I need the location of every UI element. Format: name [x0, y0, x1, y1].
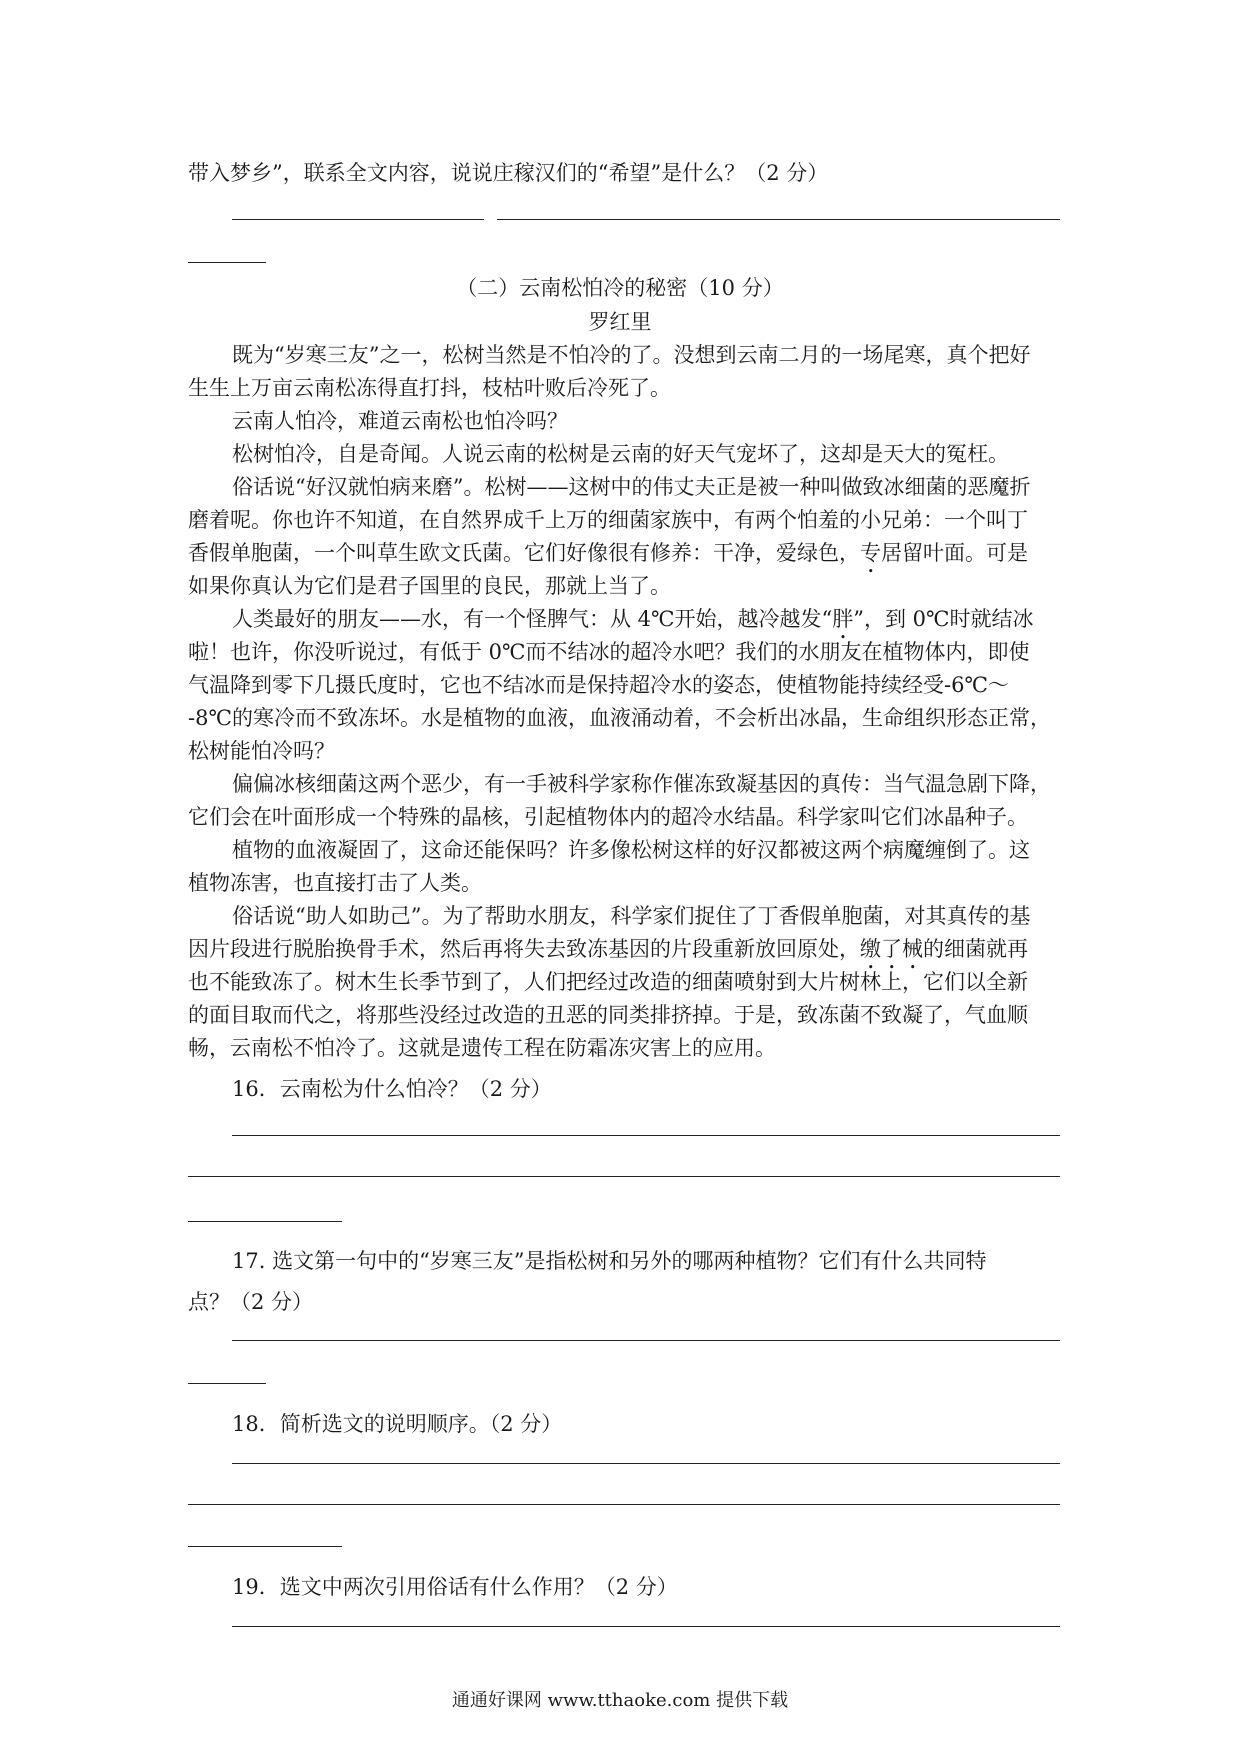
emphasized-word: 缴了械: [860, 937, 923, 961]
article-line: 啦！也许，你没听说过，有低于 0℃而不结冰的超冷水吧？我们的水朋友在植物体内，即使: [188, 640, 1030, 664]
answer-line[interactable]: [232, 1463, 1060, 1464]
article-line-part: 香假单胞菌，一个叫草生欧文氏菌。它们好像很有修养：干净，爱绿色，: [188, 541, 860, 565]
emphasized-word: 专: [860, 541, 881, 565]
article-line: 气温降到零下几摄氏度时，它也不结冰而是保持超冷水的姿态，使植物能持续经受-6℃～: [188, 673, 1009, 697]
answer-line: [188, 262, 266, 263]
answer-line[interactable]: [188, 1383, 266, 1384]
question-16: 16．云南松为什么怕冷？（2 分）: [232, 1077, 552, 1101]
answer-line[interactable]: [188, 1546, 342, 1547]
article-line: 也不能致冻了。树木生长季节到了，人们把经过改造的细菌喷射到大片树林上，它们以全新: [188, 970, 1028, 994]
article-line: 如果你真认为它们是君子国里的良民，那就上当了。: [188, 574, 671, 598]
article-line-part: 的细菌就再: [923, 937, 1028, 961]
article-line: 松树能怕冷吗？: [188, 739, 335, 763]
answer-line[interactable]: [188, 1504, 1060, 1505]
article-line: 植物的血液凝固了，这命还能保吗？许多像松树这样的好汉都被这两个病魔缠倒了。这: [232, 838, 1030, 862]
article-line: 云南人怕冷，难道云南松也怕冷吗？: [232, 409, 568, 433]
answer-line[interactable]: [232, 1626, 1060, 1627]
article-line-part: ”，到 0℃时就结冰: [853, 607, 1034, 631]
article-line: 的面目取而代之，将那些没经过改造的丑恶的同类排挤掉。于是，致冻菌不致凝了，气血顺: [188, 1003, 1028, 1027]
article-line: 植物冻害，也直接打击了人类。: [188, 871, 482, 895]
article-line: 它们会在叶面形成一个特殊的晶核，引起植物体内的超冷水结晶。科学家叫它们冰晶种子。: [188, 805, 1028, 829]
question-18: 18．简析选文的说明顺序。（2 分）: [232, 1412, 563, 1436]
article-line-part: 人类最好的朋友——水，有一个怪脾气：从 4℃开始，越冷越发“: [232, 607, 833, 631]
question-17-cont: 点？（2 分）: [188, 1290, 314, 1314]
article-line: 俗话说“好汉就怕病来磨”。松树——这树中的伟丈夫正是被一种叫做致冰细菌的恶魔折: [232, 475, 1031, 499]
article-title: （二）云南松怕冷的秘密（10 分）: [456, 276, 784, 300]
answer-line: [232, 219, 484, 220]
question-17: 17. 选文第一句中的“岁寒三友”是指松树和另外的哪两种植物？它们有什么共同特: [232, 1249, 987, 1273]
article-author: 罗红里: [588, 310, 652, 334]
article-line-part: 因片段进行脱胎换骨手术，然后再将失去致冻基因的片段重新放回原处，: [188, 937, 860, 961]
article-line: 松树怕冷，自是奇闻。人说云南的松树是云南的好天气宠坏了，这却是天大的冤枉。: [232, 442, 1009, 466]
answer-line[interactable]: [188, 1176, 1060, 1177]
emphasized-word: 胖: [832, 607, 854, 631]
article-line: 畅，云南松不怕冷了。这就是遗传工程在防霜冻灾害上的应用。: [188, 1036, 776, 1060]
article-line: 既为“岁寒三友”之一，松树当然是不怕冷的了。没想到云南二月的一场尾寒，真个把好: [232, 343, 1031, 367]
article-line: 生生上万亩云南松冻得直打抖，枝枯叶败后冷死了。: [188, 376, 671, 400]
answer-line: [497, 219, 1060, 220]
article-line: 磨着呢。你也许不知道，在自然界成千上万的细菌家族中，有两个怕羞的小兄弟：一个叫丁: [188, 508, 1028, 532]
article-line: 偏偏冰核细菌这两个恶少，有一手被科学家称作催冻致凝基因的真传：当气温急剧下降，: [232, 772, 1051, 796]
article-line: -8℃的寒冷而不致冻坏。水是植物的血液，血液涌动着，不会析出冰晶，生命组织形态正常，: [188, 706, 1051, 730]
article-line: 俗话说“助人如助己”。为了帮助水朋友，科学家们捉住了丁香假单胞菌，对其真传的基: [232, 904, 1031, 928]
answer-line[interactable]: [232, 1340, 1060, 1341]
answer-line[interactable]: [232, 1135, 1060, 1136]
page-footer: 通通好课网 www.tthaoke.com 提供下载: [451, 1690, 789, 1711]
answer-line[interactable]: [188, 1221, 342, 1222]
prev-question-text: 带入梦乡”，联系全文内容，说说庄稼汉们的“希望”是什么？（2 分）: [188, 161, 829, 185]
question-19: 19．选文中两次引用俗话有什么作用？（2 分）: [232, 1575, 678, 1599]
article-line-part: 居留叶面。可是: [881, 541, 1028, 565]
